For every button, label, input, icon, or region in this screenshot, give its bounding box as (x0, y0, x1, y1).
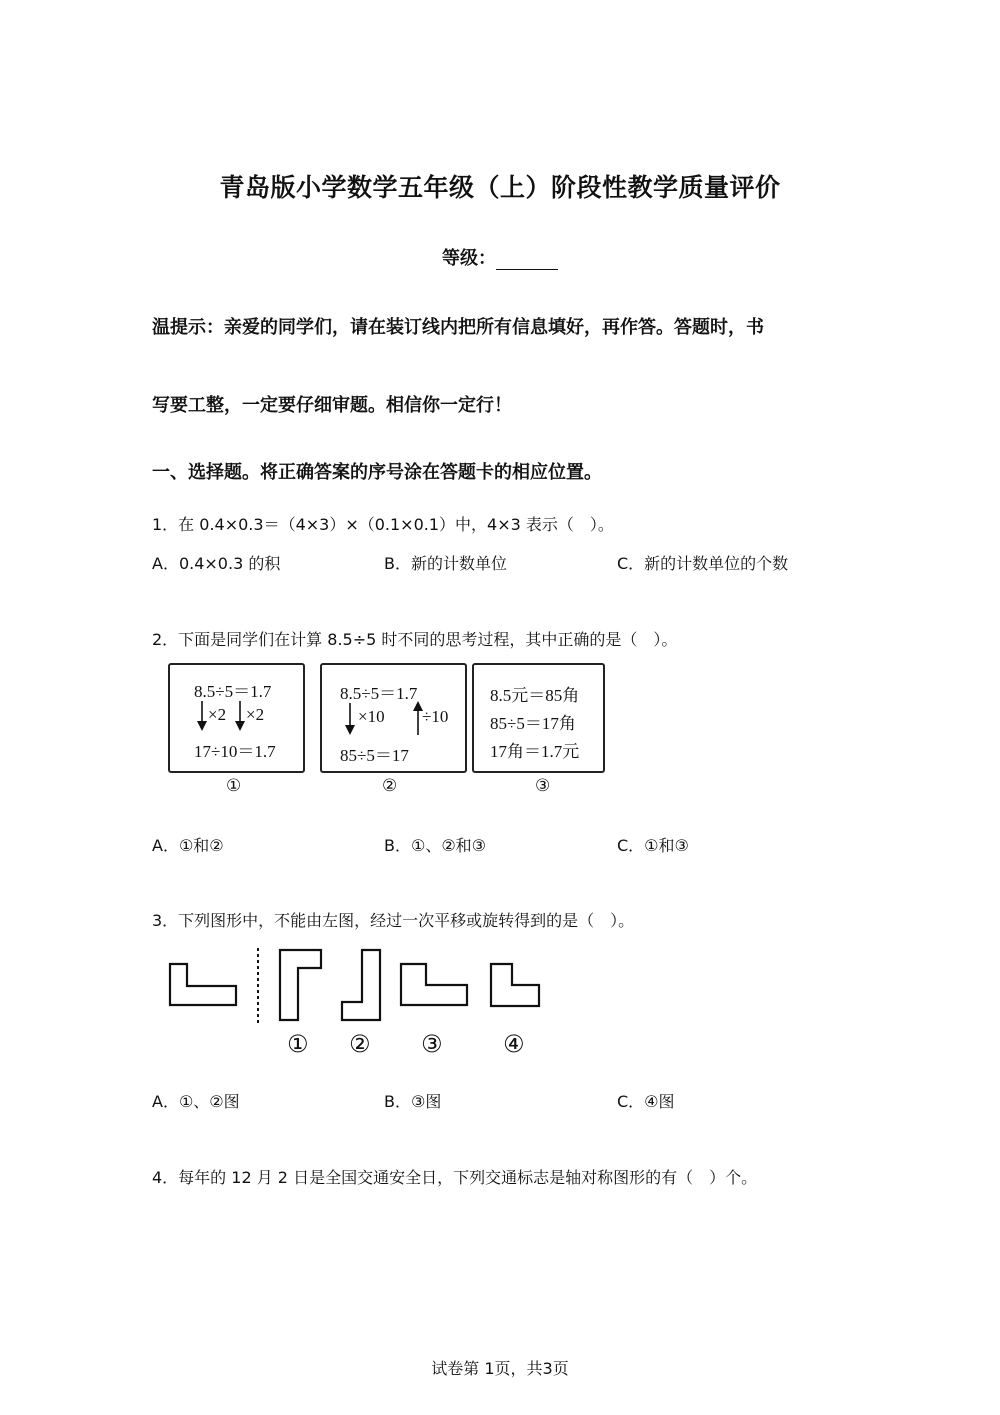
q1-option-c[interactable]: C．新的计数单位的个数 (617, 554, 789, 573)
grade-blank[interactable] (496, 251, 558, 270)
shape-figures (160, 940, 560, 1030)
thinking-box-3 (472, 663, 605, 773)
thinking-box-2 (320, 663, 467, 773)
grade-field (0, 244, 1000, 270)
section-heading: 一、选择题。将正确答案的序号涂在答题卡的相应位置。 (152, 462, 602, 483)
q2-option-b[interactable]: B．①、②和③ (384, 836, 487, 855)
box2-bottom-equation: 85÷5＝17 (340, 746, 409, 765)
shape-1 (280, 950, 321, 1020)
box1-operation-2: ×2 (246, 705, 265, 724)
box2-top-equation: 8.5÷5＝1.7 (340, 684, 418, 703)
q2-option-c[interactable]: C．①和③ (617, 836, 689, 855)
box1-operation-1: ×2 (208, 705, 227, 724)
q3-option-a[interactable]: A．①、②图 (152, 1092, 240, 1111)
page-footer: 试卷第 1页，共3页 (431, 1359, 569, 1378)
shape-caption-1: ① (287, 1030, 309, 1058)
tip-line-2: 写要工整，一定要仔细审题。相信你一定行！ (152, 395, 512, 416)
q1-option-a[interactable]: A．0.4×0.3 的积 (152, 554, 281, 573)
shape-2 (342, 950, 380, 1020)
box3-line-1: 8.5元＝85角 (490, 686, 580, 705)
box3-line-2: 85÷5＝17角 (490, 714, 576, 733)
box2-caption: ② (382, 776, 398, 796)
shape-caption-2: ② (349, 1030, 371, 1058)
original-l-shape (170, 964, 236, 1005)
tip-line-1: 温提示：亲爱的同学们，请在装订线内把所有信息填好，再作答。答题时，书 (152, 317, 764, 338)
question-2-text: 2．下面是同学们在计算 8.5÷5 时不同的思考过程，其中正确的是（ ）。 (152, 630, 678, 649)
question-1-text: 1．在 0.4×0.3＝（4×3）×（0.1×0.1）中，4×3 表示（ ）。 (152, 515, 614, 534)
q2-option-a[interactable]: A．①和② (152, 836, 224, 855)
q3-option-b[interactable]: B．③图 (384, 1092, 442, 1111)
grade-label: 等级： (442, 248, 496, 269)
box1-bottom-equation: 17÷10＝1.7 (194, 742, 276, 761)
box1-top-equation: 8.5÷5＝1.7 (194, 682, 272, 701)
box1-caption: ① (226, 776, 242, 796)
box2-operation-1: ×10 (358, 707, 385, 726)
question-3-text: 3．下列图形中，不能由左图，经过一次平移或旋转得到的是（ ）。 (152, 911, 635, 930)
box3-line-3: 17角＝1.7元 (490, 742, 580, 761)
thinking-box-1 (168, 663, 305, 773)
shape-3 (401, 964, 467, 1005)
page-title: 青岛版小学数学五年级（上）阶段性教学质量评价 (219, 173, 781, 202)
box3-caption: ③ (535, 776, 551, 796)
shape-caption-3: ③ (421, 1030, 443, 1058)
box2-operation-2: ÷10 (422, 707, 449, 726)
shape-caption-4: ④ (503, 1030, 525, 1058)
q1-option-b[interactable]: B．新的计数单位 (384, 554, 507, 573)
q3-option-c[interactable]: C．④图 (617, 1092, 675, 1111)
question-4-text: 4．每年的 12 月 2 日是全国交通安全日，下列交通标志是轴对称图形的有（ ）个。 (152, 1168, 758, 1187)
shape-4 (491, 964, 539, 1006)
